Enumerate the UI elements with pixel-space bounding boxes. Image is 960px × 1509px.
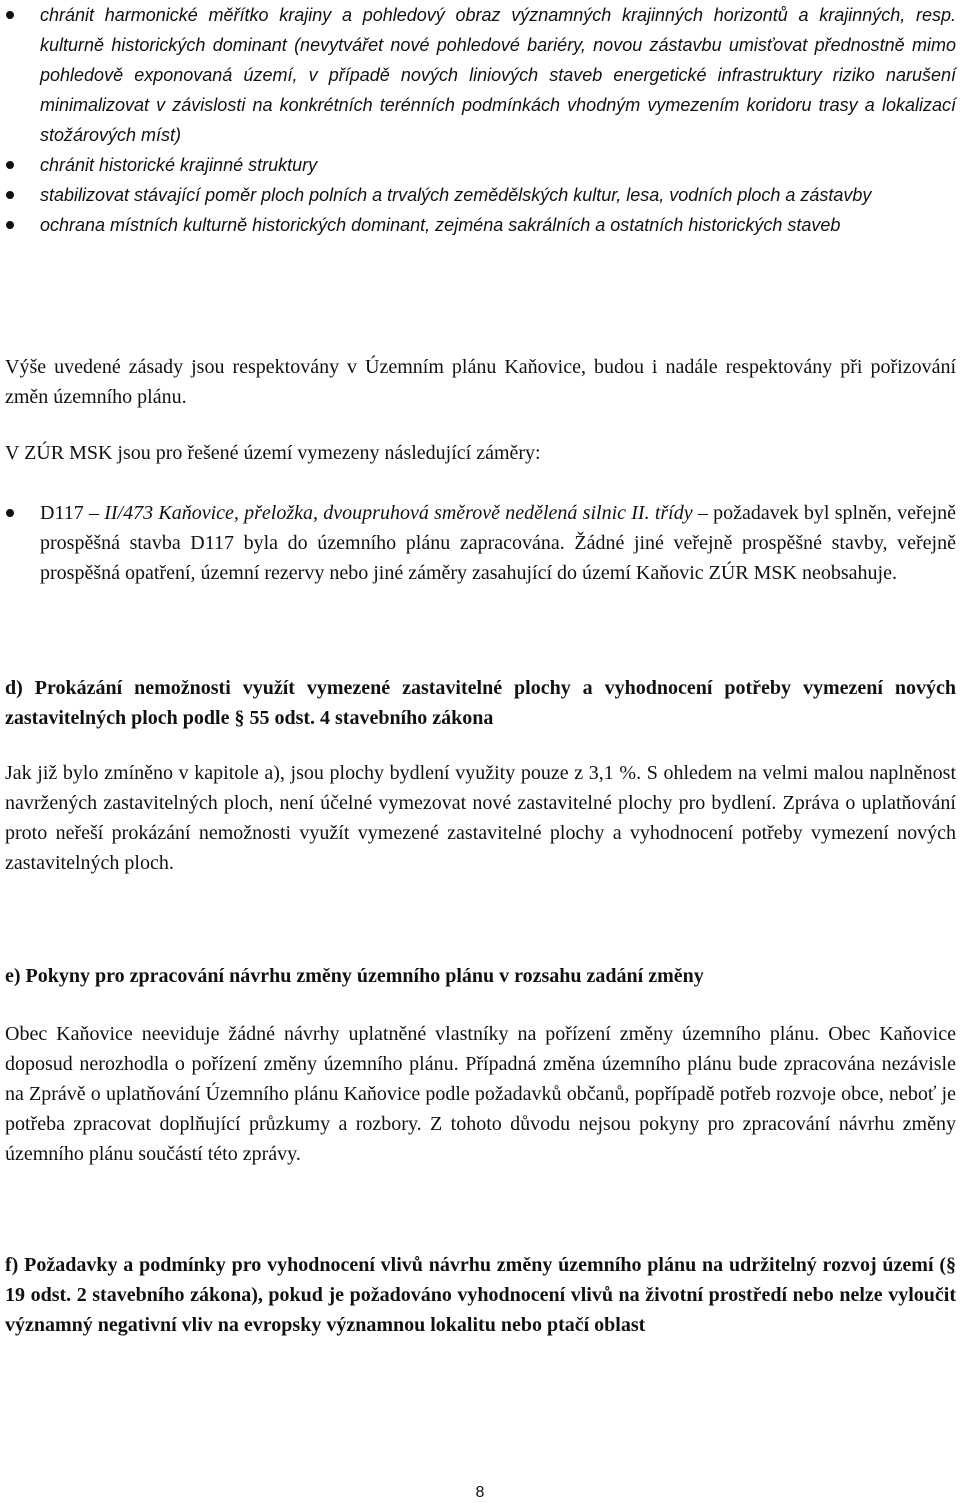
list-item-text: ochrana místních kulturně historických dominant, zejména sakrálních a ostatních historických staveb <box>40 215 841 235</box>
list-item-text: chránit historické krajinné struktury <box>40 155 318 175</box>
bullet-icon <box>6 191 14 199</box>
page-number: 8 <box>475 1484 485 1501</box>
paragraph-zur-intent: V ZÚR MSK jsou pro řešené území vymezeny následující záměry: <box>5 442 541 464</box>
bullet-icon <box>6 509 14 517</box>
list-item <box>0 180 960 210</box>
bullet-list-zur <box>0 498 960 588</box>
section-heading-d: d) Prokázání nemožnosti využít vymezené zastavitelné plochy a vyhodnocení potřeby vymezení nových zastavitelných ploch podle § 55 odst. 4 stavebního zákona <box>5 677 956 729</box>
bullet-list-landscape <box>0 0 960 240</box>
list-item <box>0 0 960 150</box>
paragraph-section-d: Jak již bylo zmíněno v kapitole a), jsou plochy bydlení využity pouze z 3,1 %. S ohledem na velmi malou naplněnost navržených zastavitelných ploch, není účelné vymezovat nové zastavitelné plochy pro bydlení. Zpráva o uplatňování proto neřeší prokázání nemožnosti využít vymezené zastavitelné plochy a vyhodnocení potřeby vymezení nových zastavitelných ploch. <box>5 762 956 874</box>
bullet-icon <box>6 161 14 169</box>
paragraph-section-e: Obec Kaňovice neeviduje žádné návrhy uplatněné vlastníky na pořízení změny územního plánu. Obec Kaňovice doposud nerozhodla o pořízení změny územního plánu. Případná změna územního plánu bude zpracována nezávisle na Zprávě o uplatňování Územního plánu Kaňovice podle požadavků občanů, popřípadě potřeb rozvoje obce, neboť je potřeba zpracovat doplňující průzkumy a rozbory. Z tohoto důvodu nejsou pokyny pro zpracování návrhu změny územního plánu součástí této zprávy. <box>5 1023 956 1165</box>
list-item <box>0 210 960 240</box>
d117-rest: – požadavek byl splněn, veřejně prospěšná stavba D117 byla do územního plánu zapracována. Žádné jiné veřejně prospěšné stavby, veřejně prospěšná opatření, územní rezervy nebo jiné záměry zasahující do území Kaňovic ZÚR MSK neobsahuje. <box>40 502 957 584</box>
list-item-text <box>40 498 956 588</box>
bullet-icon <box>6 221 14 229</box>
list-item-d117 <box>0 498 960 588</box>
d117-code: D117 <box>40 502 84 524</box>
list-item-text: stabilizovat stávající poměr ploch polních a trvalých zemědělských kultur, lesa, vodních ploch a zástavby <box>40 185 872 205</box>
list-item <box>0 150 960 180</box>
bullet-icon <box>6 11 14 19</box>
paragraph-principles: Výše uvedené zásady jsou respektovány v Územním plánu Kaňovice, budou i nadále respektovány při pořizování změn územního plánu. <box>5 356 956 408</box>
d117-name: II/473 Kaňovice, přeložka, dvoupruhová směrově nedělená silnic II. třídy <box>104 502 693 524</box>
list-item-text: chránit harmonické měřítko krajiny a pohledový obraz významných krajinných horizontů a krajinných, resp. kulturně historických dominant (nevytvářet nové pohledové bariéry, novou zástavbu umisťovat přednostně mimo pohledově exponovaná území, v případě nových liniových staveb energetické infrastruktury riziko narušení minimalizovat v závislosti na konkrétních terénních podmínkách vhodným vymezením koridoru trasy a lokalizací stožárových míst) <box>40 5 956 145</box>
section-heading-e: e) Pokyny pro zpracování návrhu změny územního plánu v rozsahu zadání změny <box>5 965 704 987</box>
section-heading-f: f) Požadavky a podmínky pro vyhodnocení vlivů návrhu změny územního plánu na udržitelný rozvoj území (§ 19 odst. 2 stavebního zákona), pokud je požadováno vyhodnocení vlivů na životní prostředí nebo nelze vyloučit významný negativní vliv na evropsky významnou lokalitu nebo ptačí oblast <box>5 1254 956 1336</box>
d117-dash: – <box>88 502 99 524</box>
